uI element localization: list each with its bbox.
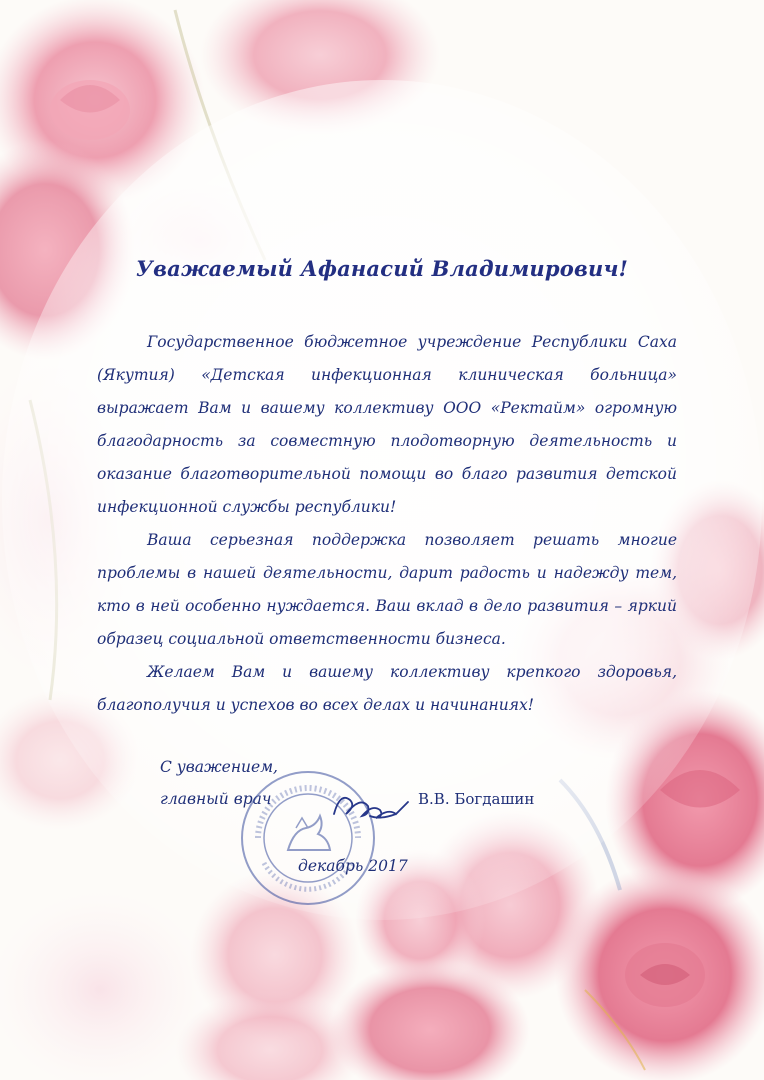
- signer-name: В.В. Богдашин: [418, 790, 535, 808]
- letter-body: [97, 326, 677, 722]
- paragraph-support: Ваша серьезная поддержка позволяет решать многие проблемы в нашей деятельности, дарит радость и надежду тем, кто в ней особенно нуждается. Ваш вклад в дело развития – яркий образец социальной ответственности бизнеса.: [97, 531, 677, 648]
- handwritten-signature: [330, 786, 420, 826]
- greeting-title: Уважаемый Афанасий Владимирович!: [135, 256, 629, 281]
- paragraph-wishes: Желаем Вам и вашему коллективу крепкого здоровья, благополучия и успехов во всех делах и начинаниях!: [97, 663, 677, 714]
- letter-date: декабрь 2017: [298, 857, 408, 875]
- paragraph-gratitude: Государственное бюджетное учреждение Республики Саха (Якутия) «Детская инфекционная клиническая больница» выражает Вам и вашему коллективу ООО «Ректайм» огромную благодарность за совместную плодотворную деятельность и оказание благотворительной помощи во благо развития детской инфекционной службы республики!: [97, 333, 677, 516]
- closing-regards: С уважением,: [160, 758, 278, 776]
- signer-position: главный врач: [160, 790, 272, 808]
